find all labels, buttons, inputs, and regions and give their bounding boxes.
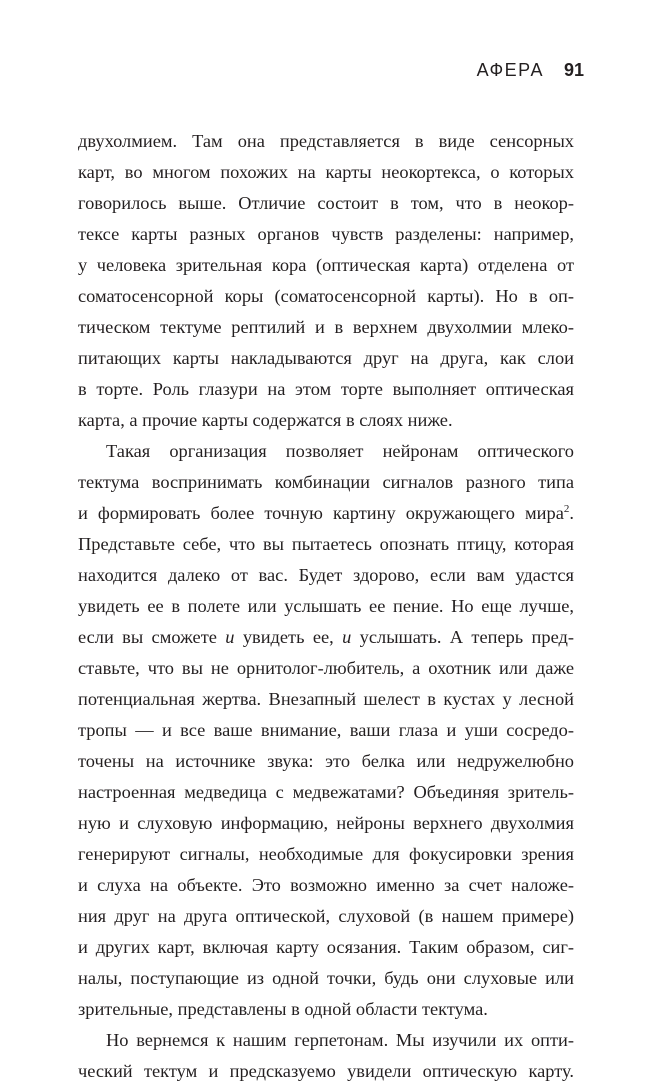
text-line: соматосенсорной коры (соматосенсорной карты). Но в оп- (78, 286, 574, 306)
text-line: тектума воспринимать комбинации сигналов разного типа (78, 472, 574, 492)
footnote-marker[interactable]: 2 (563, 503, 570, 515)
section-title: АФЕРА (476, 60, 544, 80)
text-line: точены на источнике звука: это белка или недружелюбно (78, 751, 574, 771)
text-line: ставьте, что вы не орнитолог-любитель, а охотник или даже (78, 658, 574, 678)
text-line: Представьте себе, что вы пытаетесь опознать птицу, которая (78, 534, 574, 554)
body-text (78, 126, 574, 1087)
paragraph-first-line: Но вернемся к нашим герпетонам. Мы изучили их опти- (106, 1030, 574, 1050)
text-line: в торте. Роль глазури на этом торте выполняет оптическая (78, 379, 574, 399)
text-line: увидеть ее в полете или услышать ее пение. Но еще лучше, (78, 596, 574, 616)
text-line: ную и слуховую информацию, нейроны верхнего двухолмия (78, 813, 574, 833)
text-line: находится далеко от вас. Будет здорово, если вам удастся (78, 565, 574, 585)
text-line: ческий тектум и предсказуемо увидели оптическую карту. (78, 1061, 574, 1081)
text-line: тическом тектуме рептилий и в верхнем двухолмии млеко- (78, 317, 574, 337)
text-line: потенциальная жертва. Внезапный шелест в кустах у лесной (78, 689, 574, 709)
text-line: ния друг на друга оптической, слуховой (в нашем примере) (78, 906, 574, 926)
text-line: карт, во многом похожих на карты неокортекса, о которых (78, 162, 574, 182)
running-head (477, 60, 584, 81)
text-line: питающих карты накладываются друг на друга, как слои (78, 348, 574, 368)
text-line: налы, поступающие из одной точки, будь они слуховые или (78, 968, 574, 988)
paragraph-last-line: зрительные, представлены в одной области тектума. (78, 999, 488, 1019)
text-line: тексе карты разных органов чувств разделены: например, (78, 224, 574, 244)
page-number: 91 (563, 60, 584, 80)
paragraph-last-line: карта, а прочие карты содержатся в слоях ниже. (78, 410, 453, 430)
emphasis: и (342, 627, 352, 647)
text-line: и других карт, включая карту осязания. Таким образом, сиг- (78, 937, 574, 957)
text-line: и слуха на объекте. Это возможно именно за счет наложе- (78, 875, 574, 895)
text-line: у человека зрительная кора (оптическая карта) отделена от (78, 255, 574, 275)
emphasis: и (225, 627, 235, 647)
text-line: генерируют сигналы, необходимые для фокусировки зрения (78, 844, 574, 864)
text-line: настроенная медведица с медвежатами? Объединяя зритель- (78, 782, 574, 802)
text-line: двухолмием. Там она представляется в виде сенсорных (78, 131, 574, 151)
text-line: тропы — и все ваше внимание, ваши глаза и уши сосредо- (78, 720, 574, 740)
paragraph-first-line: Такая организация позволяет нейронам оптического (106, 441, 574, 461)
text-line: и формировать более точную картину окружающего мира$^2$. (78, 503, 574, 523)
text-line: если вы сможете и увидеть ее, и услышать. А теперь пред- (78, 627, 574, 647)
text-line: говорилось выше. Отличие состоит в том, что в неокор- (78, 193, 574, 213)
